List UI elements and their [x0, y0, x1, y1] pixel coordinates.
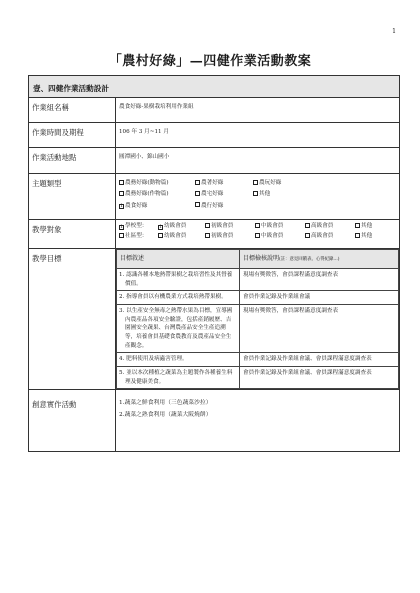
- goal-description: 2. 指導會員以有機農業方式栽培熱帶果樹。: [117, 291, 240, 305]
- target-option[interactable]: [158, 222, 203, 230]
- goal-check-header-text: 目標檢核說明: [243, 255, 280, 263]
- option-label: 初級會員: [211, 233, 234, 240]
- creative-activity-item: 2.蔬菜之熟食利用（蔬菜大阪燒餅）: [119, 411, 212, 418]
- location-value: 圓潭國小、錦山國小: [116, 148, 400, 174]
- lesson-plan-table: [28, 75, 400, 452]
- document-title: 「農村好綠」—四健作業活動教案: [108, 54, 312, 69]
- theme-option[interactable]: [195, 202, 251, 210]
- theme-options: [116, 174, 400, 220]
- group-name-label: 作業組名稱: [29, 98, 116, 123]
- option-label: 農玩好綠: [259, 180, 282, 186]
- checkbox-icon[interactable]: [195, 191, 200, 196]
- theme-label: 主題類型: [29, 174, 116, 220]
- checkbox-icon[interactable]: [158, 233, 163, 238]
- target-label: 教學對象: [29, 220, 116, 249]
- target-option[interactable]: [119, 222, 156, 230]
- goal-row: [117, 304, 399, 352]
- option-label: 初級會員: [211, 223, 234, 229]
- checkbox-icon[interactable]: [255, 223, 260, 228]
- theme-option[interactable]: [119, 190, 193, 198]
- target-option[interactable]: [205, 232, 253, 240]
- target-option[interactable]: [158, 232, 203, 240]
- goals-table: [116, 249, 399, 389]
- goals-label: 教學目標: [29, 249, 116, 390]
- theme-option[interactable]: [253, 179, 309, 187]
- checkbox-icon[interactable]: [355, 223, 360, 228]
- target-option[interactable]: [119, 232, 156, 240]
- option-label: 其他: [361, 233, 373, 240]
- theme-option[interactable]: [253, 190, 309, 198]
- checkbox-icon[interactable]: [119, 191, 124, 196]
- option-label: 農行好綠: [201, 202, 224, 209]
- option-label: 農務好綠(作物篇): [125, 191, 169, 198]
- location-label: 作業活動地點: [29, 148, 116, 174]
- goal-check: 現場有獎徵答，會員課程滿意度調查表: [240, 269, 399, 291]
- creative-activity-item: 1.蔬菜之鮮食利用（三色蔬菜沙拉）: [119, 400, 212, 407]
- option-label: 中級會員: [261, 223, 284, 229]
- creative-label: 創意實作活動: [29, 390, 116, 452]
- target-option[interactable]: [355, 222, 389, 230]
- goal-description: 4. 肥料使用及病蟲害管理。: [117, 353, 240, 367]
- checkbox-icon[interactable]: [119, 233, 124, 238]
- option-label: 其他: [361, 223, 373, 229]
- option-label: 中級會員: [261, 233, 284, 240]
- option-label: 農食好綠: [125, 202, 148, 209]
- checkbox-icon[interactable]: [305, 223, 310, 228]
- target-option[interactable]: [255, 222, 303, 230]
- checkbox-checked-icon[interactable]: 1: [120, 224, 123, 230]
- checkbox-icon[interactable]: [195, 202, 200, 207]
- target-option[interactable]: [355, 232, 389, 240]
- period-label: 作業時間及期程: [29, 123, 116, 148]
- theme-option[interactable]: [119, 202, 193, 210]
- checkbox-icon[interactable]: [195, 180, 200, 185]
- goal-row: [117, 291, 399, 305]
- option-label: 農務好綠(動物篇): [125, 180, 169, 186]
- checkbox-checked-icon[interactable]: 1: [159, 224, 162, 230]
- creative-activities: [116, 390, 400, 452]
- checkbox-checked-icon[interactable]: 1: [120, 204, 123, 210]
- group-name-value: 農食好綠-果樹栽培利用作業組: [116, 98, 400, 123]
- option-label: 農宅好綠: [201, 191, 224, 198]
- checkbox-icon[interactable]: [205, 223, 210, 228]
- option-label: 社區型：: [125, 233, 148, 240]
- goal-row: [117, 366, 399, 388]
- option-label: 農著好綠: [201, 180, 224, 186]
- option-label: 其他: [259, 191, 271, 198]
- checkbox-icon[interactable]: [119, 180, 124, 185]
- target-option[interactable]: [205, 222, 253, 230]
- option-label: 學校型：: [125, 223, 148, 229]
- checkbox-icon[interactable]: [253, 191, 258, 196]
- option-label: 幼級會員: [164, 223, 187, 229]
- theme-option[interactable]: [195, 190, 251, 198]
- goal-description: 3. 以生產安全無毒之熱帶水果為目標，宣導國內農產品各項安全驗證，包括產銷履歷、吉園圃安全蔬果、台灣農產品安全生產追溯等，培養會員基礎食農教育及農產品安全生產觀念。: [117, 304, 240, 352]
- goal-check: 會員作業記錄及作業組會議、會員課程滿意度調查表: [240, 353, 399, 367]
- goal-description: 1. 認識各種本地熱帶果樹之栽培習性及其營養價值。: [117, 269, 240, 291]
- theme-option[interactable]: [119, 179, 193, 187]
- checkbox-icon[interactable]: [205, 233, 210, 238]
- checkbox-icon[interactable]: [305, 233, 310, 238]
- target-option[interactable]: [255, 232, 303, 240]
- checkbox-icon[interactable]: [255, 233, 260, 238]
- target-option[interactable]: [305, 232, 353, 240]
- theme-option[interactable]: [195, 179, 251, 187]
- goal-check-header: [240, 250, 399, 269]
- goal-check: 會員作業記錄及作業組會議、會員課程滿意度調查表: [240, 366, 399, 388]
- goal-description-header: 目標敘述: [117, 250, 240, 269]
- goal-row: [117, 353, 399, 367]
- goal-check-header-note: (註：意見回饋表、心得紀錄…): [279, 257, 340, 263]
- goal-check: 現場有獎徵答，會員課程滿意度調查表: [240, 304, 399, 352]
- checkbox-icon[interactable]: [253, 180, 258, 185]
- goal-description: 5. 並以本次種植之蔬菜為主題製作各種養生料理及健康美食。: [117, 366, 240, 388]
- page-number: 1: [392, 28, 396, 35]
- option-label: 高級會員: [311, 233, 334, 240]
- option-label: 幼級會員: [164, 233, 187, 240]
- period-value: 106 年 3 月~11 月: [116, 123, 400, 148]
- target-option[interactable]: [305, 222, 353, 230]
- goal-check: 會員作業記錄及作業組會議: [240, 291, 399, 305]
- checkbox-icon[interactable]: [355, 233, 360, 238]
- target-options: [116, 220, 400, 249]
- section-header: 壹、四健作業活動設計: [29, 76, 400, 98]
- goal-row: [117, 269, 399, 291]
- option-label: 高級會員: [311, 223, 334, 229]
